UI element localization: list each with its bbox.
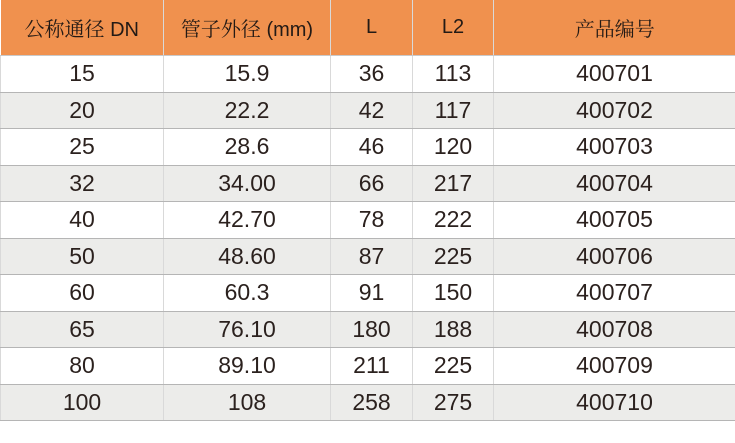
table-cell: 400706 — [494, 238, 735, 275]
table-cell: 50 — [1, 238, 164, 275]
table-row — [1, 275, 735, 312]
table-row — [1, 311, 735, 348]
table-row — [1, 129, 735, 166]
table-row — [1, 384, 735, 421]
table-cell: 28.6 — [164, 129, 331, 166]
table-cell: 258 — [331, 384, 413, 421]
table-cell: 15 — [1, 56, 164, 93]
table-cell: 76.10 — [164, 311, 331, 348]
table-cell: 217 — [413, 165, 494, 202]
header-cell-pipe-outer-diameter: 管子外径 (mm) — [164, 0, 331, 56]
table-cell: 108 — [164, 384, 331, 421]
table-cell: 225 — [413, 238, 494, 275]
table-header — [1, 0, 735, 56]
table-cell: 400703 — [494, 129, 735, 166]
table-cell: 180 — [331, 311, 413, 348]
table-row — [1, 92, 735, 129]
table-cell: 89.10 — [164, 348, 331, 385]
table-cell: 40 — [1, 202, 164, 239]
table-cell: 20 — [1, 92, 164, 129]
table-cell: 42 — [331, 92, 413, 129]
table-cell: 22.2 — [164, 92, 331, 129]
table-cell: 66 — [331, 165, 413, 202]
table-cell: 225 — [413, 348, 494, 385]
table-cell: 211 — [331, 348, 413, 385]
table-row — [1, 348, 735, 385]
table-body — [1, 56, 735, 421]
table-cell: 400709 — [494, 348, 735, 385]
table-cell: 275 — [413, 384, 494, 421]
table-cell: 150 — [413, 275, 494, 312]
table-cell: 15.9 — [164, 56, 331, 93]
table-cell: 113 — [413, 56, 494, 93]
table-cell: 117 — [413, 92, 494, 129]
table-cell: 65 — [1, 311, 164, 348]
table-cell: 36 — [331, 56, 413, 93]
table-cell: 48.60 — [164, 238, 331, 275]
table-cell: 188 — [413, 311, 494, 348]
table-cell: 400705 — [494, 202, 735, 239]
table-cell: 91 — [331, 275, 413, 312]
table-cell: 222 — [413, 202, 494, 239]
table-cell: 400707 — [494, 275, 735, 312]
header-cell-l: L — [331, 0, 413, 56]
header-cell-l2: L2 — [413, 0, 494, 56]
table-cell: 78 — [331, 202, 413, 239]
header-cell-nominal-diameter: 公称通径 DN — [1, 0, 164, 56]
table-cell: 100 — [1, 384, 164, 421]
table-cell: 120 — [413, 129, 494, 166]
table-row — [1, 165, 735, 202]
table-cell: 400710 — [494, 384, 735, 421]
header-cell-product-code: 产品编号 — [494, 0, 735, 56]
table-header-row — [1, 0, 735, 56]
table-cell: 400701 — [494, 56, 735, 93]
table-row — [1, 238, 735, 275]
table-cell: 34.00 — [164, 165, 331, 202]
table-cell: 60.3 — [164, 275, 331, 312]
table-row — [1, 56, 735, 93]
table-cell: 400702 — [494, 92, 735, 129]
table-cell: 87 — [331, 238, 413, 275]
table-cell: 80 — [1, 348, 164, 385]
table-cell: 400704 — [494, 165, 735, 202]
table-cell: 400708 — [494, 311, 735, 348]
table-cell: 25 — [1, 129, 164, 166]
table-cell: 42.70 — [164, 202, 331, 239]
table-row — [1, 202, 735, 239]
table-cell: 32 — [1, 165, 164, 202]
table-cell: 46 — [331, 129, 413, 166]
table-cell: 60 — [1, 275, 164, 312]
